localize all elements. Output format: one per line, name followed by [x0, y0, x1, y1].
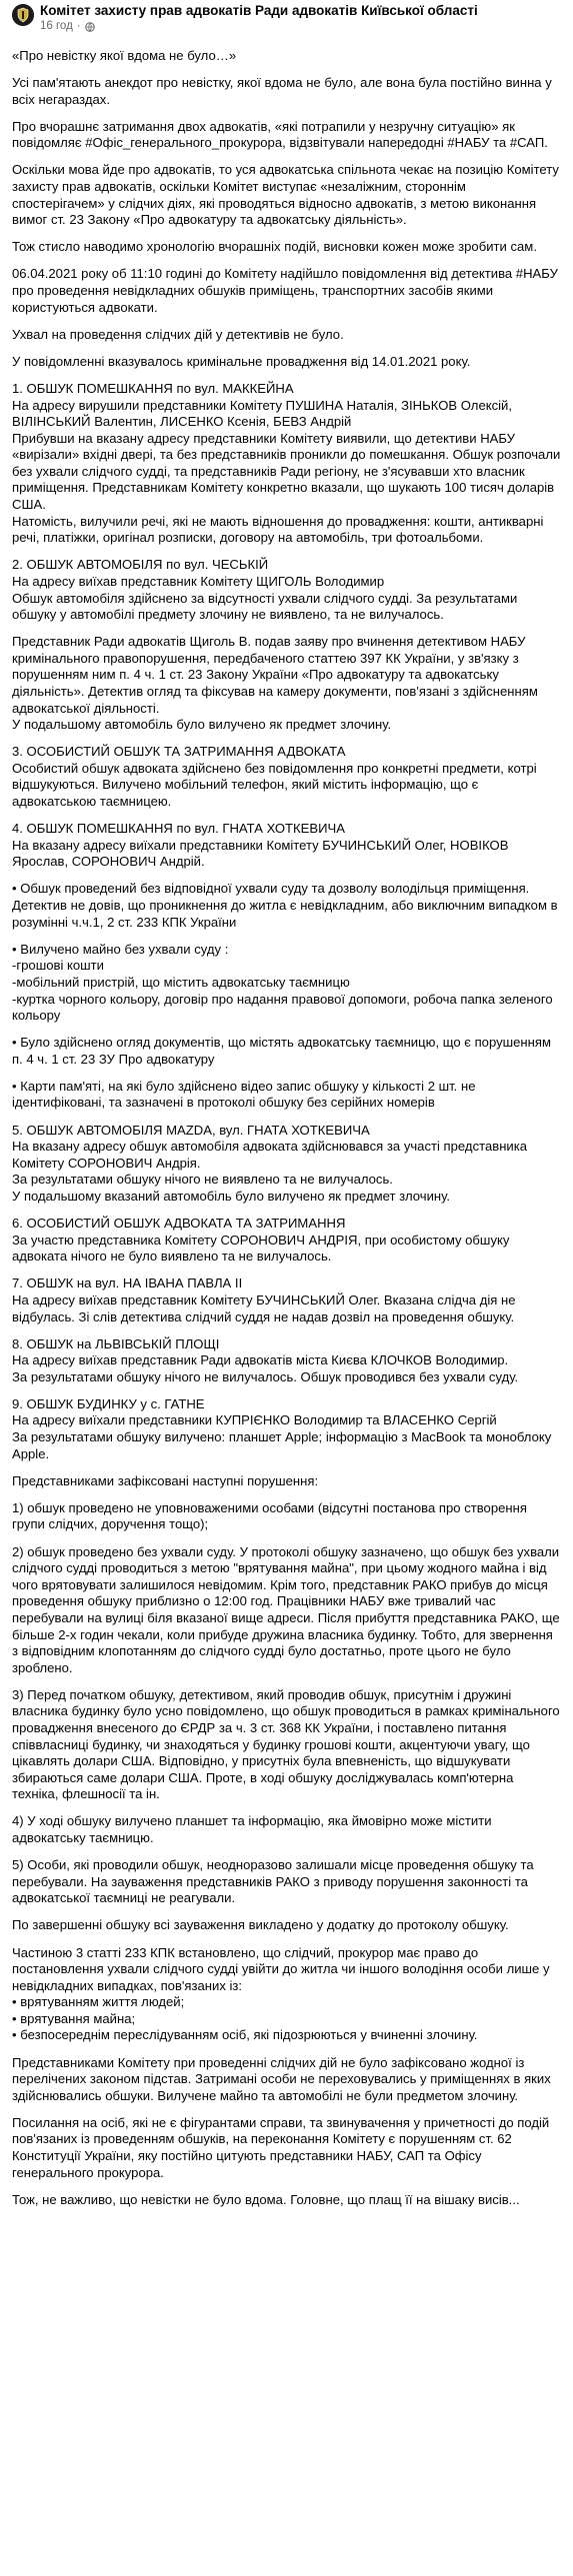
post-paragraph: «Про невістку якої вдома не було…» — [12, 48, 237, 63]
post-paragraph: Ухвал на проведення слідчих дій у детективів не було. — [12, 326, 344, 342]
post-paragraph: 2) обшук проведено без ухвали суду. У протоколі обшуку зазначено, що обшук без ухвали слідчого судді проводиться з метою "врятування майна", при цьому жодного майна і від чого врятовувати залишилося невідомим. Крім того, представник РАКО прибув до місця проведення обшуку приблизно о 12:00 год. Працівники НАБУ вже тривалий час перебували на вулиці біля вказаної вище адреси. Після прибуття представника РАКО, ще більше 2-х годин чекали, коли прибуде дружина власника будинку. Тобто, для звернення з відповідним клопотанням до слідчого судді було достатньо, проте цього не було зроблено. — [12, 1543, 560, 1675]
post-paragraph: Посилання на осіб, які не є фігурантами справи, та звинувачення у причетності до подій пов'язаних із проведенням обшуків, на переконання Комітету є порушенням ст. 62 Конституції України, яку постійно цитують представники НАБУ, САП та Офісу генерального прокурора. — [12, 2114, 550, 2180]
post-paragraph: Тож стисло наводимо хронологію вчорашніх подій, висновки кожен може зробити сам. — [12, 239, 537, 255]
post-header — [12, 2, 561, 42]
meta-separator: · — [76, 20, 81, 32]
post-paragraph: • Карти пам'яті, на які було здійснено відео запис обшуку у кількості 2 шт. не ідентифіковані, та зазначені в протоколі обшуку без серійних номерів — [12, 1078, 476, 1111]
post-paragraph: 2. ОБШУК АВТОМОБІЛЯ по вул. ЧЕСЬКІЙ На адресу виїхав представник Комітету ЩИГОЛЬ Володимир Обшук автомобіля здійснено за відсутності ухвали слідчого судді. За результатами обшуку у автомобілі предмету злочину не виявлено, та не вилучалось. — [12, 557, 518, 623]
post-paragraph: Представниками Комітету при проведенні слідчих дій не було зафіксовано жодної із перелічених законом підстав. Затримані особи не переховувались у приміщеннях в яких здійснювались обшуки. Вилучене майно та автомобілі не були предметом злочину. — [12, 2054, 551, 2103]
post-paragraph: 3. ОСОБИСТИЙ ОБШУК ТА ЗАТРИМАННЯ АДВОКАТА Особистий обшук адвоката здійснено без повідомлення про конкретні предмети, котрі відшукуються. Вилучено мобільний телефон, який містить інформацію, що є адвокатською таємницею. — [12, 744, 537, 810]
post-paragraph: Про вчорашнє затримання двох адвокатів, «які потрапили у незручну ситуацію» як повідомляє #Офіс_генерального_прокурора, відзвітували напередодні #НАБУ та #САП. — [12, 118, 548, 151]
post-paragraph: Усі пам'ятають анекдот про невістку, якої вдома не було, але вона була постійно винна у всіх негараздах. — [12, 75, 552, 107]
post-paragraph: • Вилучено майно без ухвали суду : -грошові кошти -мобільний пристрій, що містить адвокатську таємницю -куртка чорного кольору, договір про надання правової допомоги, робоча папка зеленого кольору — [12, 941, 553, 1024]
post-paragraph: 1) обшук проведено не уповноваженими особами (відсутні постанова про створення групи слідчих, доручення тощо); — [12, 1499, 527, 1532]
shield-logo-icon[interactable] — [12, 4, 34, 26]
post-paragraph: 4) У ході обшуку вилучено планшет та інформацію, яка ймовірно може містити адвокатську таємницю. — [12, 1813, 492, 1846]
post-paragraph: 8. ОБШУК на ЛЬВІВСЬКІЙ ПЛОЩІ На адресу виїхав представник Ради адвокатів міста Києва КЛОЧКОВ Володимир. За результатами обшуку нічого не вилучалось. Обшук проводився без ухвали суду. — [12, 1335, 519, 1384]
post-paragraph: По завершенні обшуку всі зауваження викладено у додатку до протоколу обшуку. — [12, 1917, 509, 1933]
post-paragraph: 1. ОБШУК ПОМЕШКАННЯ по вул. МАККЕЙНА На адресу вирушили представники Комітету ПУШИНА Наталія, ЗІНЬКОВ Олексій, ВІЛІНСЬКИЙ Валентин, ЛИСЕНКО Ксенія, БЕВЗ Андрій Прибувши на вказану адресу представники Комітету виявили, що детективи НАБУ «вирізали» вхідні двері, та без представників проникли до помешкання. Обшук розпочали без ухвали слідчого судді, та представників Ради регіону, не з'ясувавши хто власник приміщення. Представникам Комітету конкретно вказали, що шукають 100 тисяч доларів США. Натомість, вилучили речі, які не мають відношення до провадження: кошти, антикварні речі, платіжки, оригінал розписки, договору на автомобіль, три фотоальбоми. — [12, 380, 561, 546]
post-paragraph: 06.04.2021 року об 11:10 годині до Комітету надійшло повідомлення від детектива #НАБУ про проведення невідкладних обшуків приміщень, транспортних засобів якими користуються адвокати. — [12, 266, 558, 315]
post-paragraph: 6. ОСОБИСТИЙ ОБШУК АДВОКАТА ТА ЗАТРИМАННЯ За участю представника Комітету СОРОНОВИЧ АНДРІЯ, при особистому обшуку адвоката нічого не було виявлено та не вилучалось. — [12, 1216, 510, 1265]
post-timestamp[interactable]: 16 год — [40, 20, 73, 32]
post-paragraph: Частиною 3 статті 233 КПК встановлено, що слідчий, прокурор має право до постановлення ухвали слідчого судді увійти до житла чи іншого володіння особи лише у невідкладних випадках, пов'язаних із: • врятуванням життя людей; • врятування майна; • безпосереднім переслідуванням осіб, які підозрюються у вчиненні злочину. — [12, 1944, 550, 2043]
post-paragraph: 7. ОБШУК на вул. НА ІВАНА ПАВЛА ІІ На адресу виїхав представник Комітету БУЧИНСЬКИЙ Олег. Вказана слідча дія не відбулась. Зі слів детектива слідчий суддя не надав дозвіл на проведення обшуку. — [12, 1276, 516, 1324]
post-meta — [40, 19, 478, 34]
post-paragraph: 5. ОБШУК АВТОМОБІЛЯ MAZDA, вул. ГНАТА ХОТКЕВИЧА На вказану адресу обшук автомобіля адвоката здійснювався за участі представника Комітету СОРОНОВИЧ Андрія. За результатами обшуку нічого не виявлено та не вилучалось. У подальшому вказаний автомобіль було вилучено як предмет злочину. — [12, 1122, 528, 1204]
globe-icon — [85, 22, 95, 32]
post-paragraph: • Було здійснено огляд документів, що містять адвокатську таємницю, що є порушенням п. 4 ч. 1 ст. 23 ЗУ Про адвокатуру — [12, 1035, 551, 1067]
post-paragraph: 9. ОБШУК БУДИНКУ у с. ГАТНЕ На адресу виїхали представники КУПРІЄНКО Володимир та ВЛАСЕНКО Сергій За результатами обшуку вилучено: планшет Apple; інформацію з MacBook та моноблоку Apple. — [12, 1395, 552, 1461]
post-paragraph: Представник Ради адвокатів Щиголь В. подав заяву про вчинення детективом НАБУ кримінального правопорушення, передбаченого статтею 397 КК України, у зв'язку з порушенням ним п. 4 ч. 1 ст. 23 Закону України «Про адвокатуру та адвокатську діяльність». Детектив огляд та фіксував на камеру документи, пов'язані з здійсненням адвокатської діяльності. У подальшому автомобіль було вилучено як предмет злочину. — [12, 634, 538, 733]
post-paragraph: 5) Особи, які проводили обшук, неодноразово залишали місце проведення обшуку та перебували. На зауваження представників РАКО з приводу порушення законності та адвокатської таємниці не реагували. — [12, 1857, 534, 1906]
post-paragraph: 4. ОБШУК ПОМЕШКАННЯ по вул. ГНАТА ХОТКЕВИЧА На вказану адресу виїхали представники Комітету БУЧИНСЬКИЙ Олег, НОВІКОВ Ярослав, СОРОНОВИЧ Андрій. — [12, 821, 509, 870]
text-fade — [0, 2548, 573, 2576]
post-paragraph: Представниками зафіксовані наступні порушення: — [12, 1472, 319, 1488]
post-paragraph: • Обшук проведений без відповідної ухвали суду та дозволу володільця приміщення. Детектив не довів, що проникнення до житла є невідкладним, або виключним випадком в розумінні ч.ч.1, 2 ст. 233 КПК України — [12, 881, 558, 930]
post-paragraph: У повідомленні вказувалось кримінальне провадження від 14.01.2021 року. — [12, 353, 471, 369]
post-paragraph: Оскільки мова йде про адвокатів, то уся адвокатська спільнота чекає на позицію Комітету захисту прав адвокатів, оскільки Комітет виступає «незаліжним, стороннім спостерігачем» у слідчих діях, які проводяться відносно адвокатів, з метою виконання вимог ст. 23 Закону «Про адвокатуру та адвокатську діяльність». — [12, 162, 559, 228]
post-text — [12, 48, 561, 2208]
post-paragraph: Тож, не важливо, що невістки не було вдома. Головне, що плащ її на вішаку висів... — [12, 2191, 520, 2207]
page-name-link[interactable]: Комітет захисту прав адвокатів Ради адвокатів Київської області — [40, 3, 478, 18]
post-paragraph: 3) Перед початком обшуку, детективом, який проводив обшук, присутнім і дружині власника будинку було усно повідомлено, що обшук проводиться в рамках кримінального провадження внесеного до ЄРДР за ч. 3 ст. 368 КК України, і поставлено питання співвласниці будинку, чи знаходяться у будинку грошові кошти, акцентуючи увагу, що цікавлять долари США. Відповідно, у присутніх була впевненість, що відшукувати збираються саме долари США. Проте, в ході обшуку досліджувалась комп'ютерна техніка, флешносії та ін. — [12, 1686, 560, 1802]
